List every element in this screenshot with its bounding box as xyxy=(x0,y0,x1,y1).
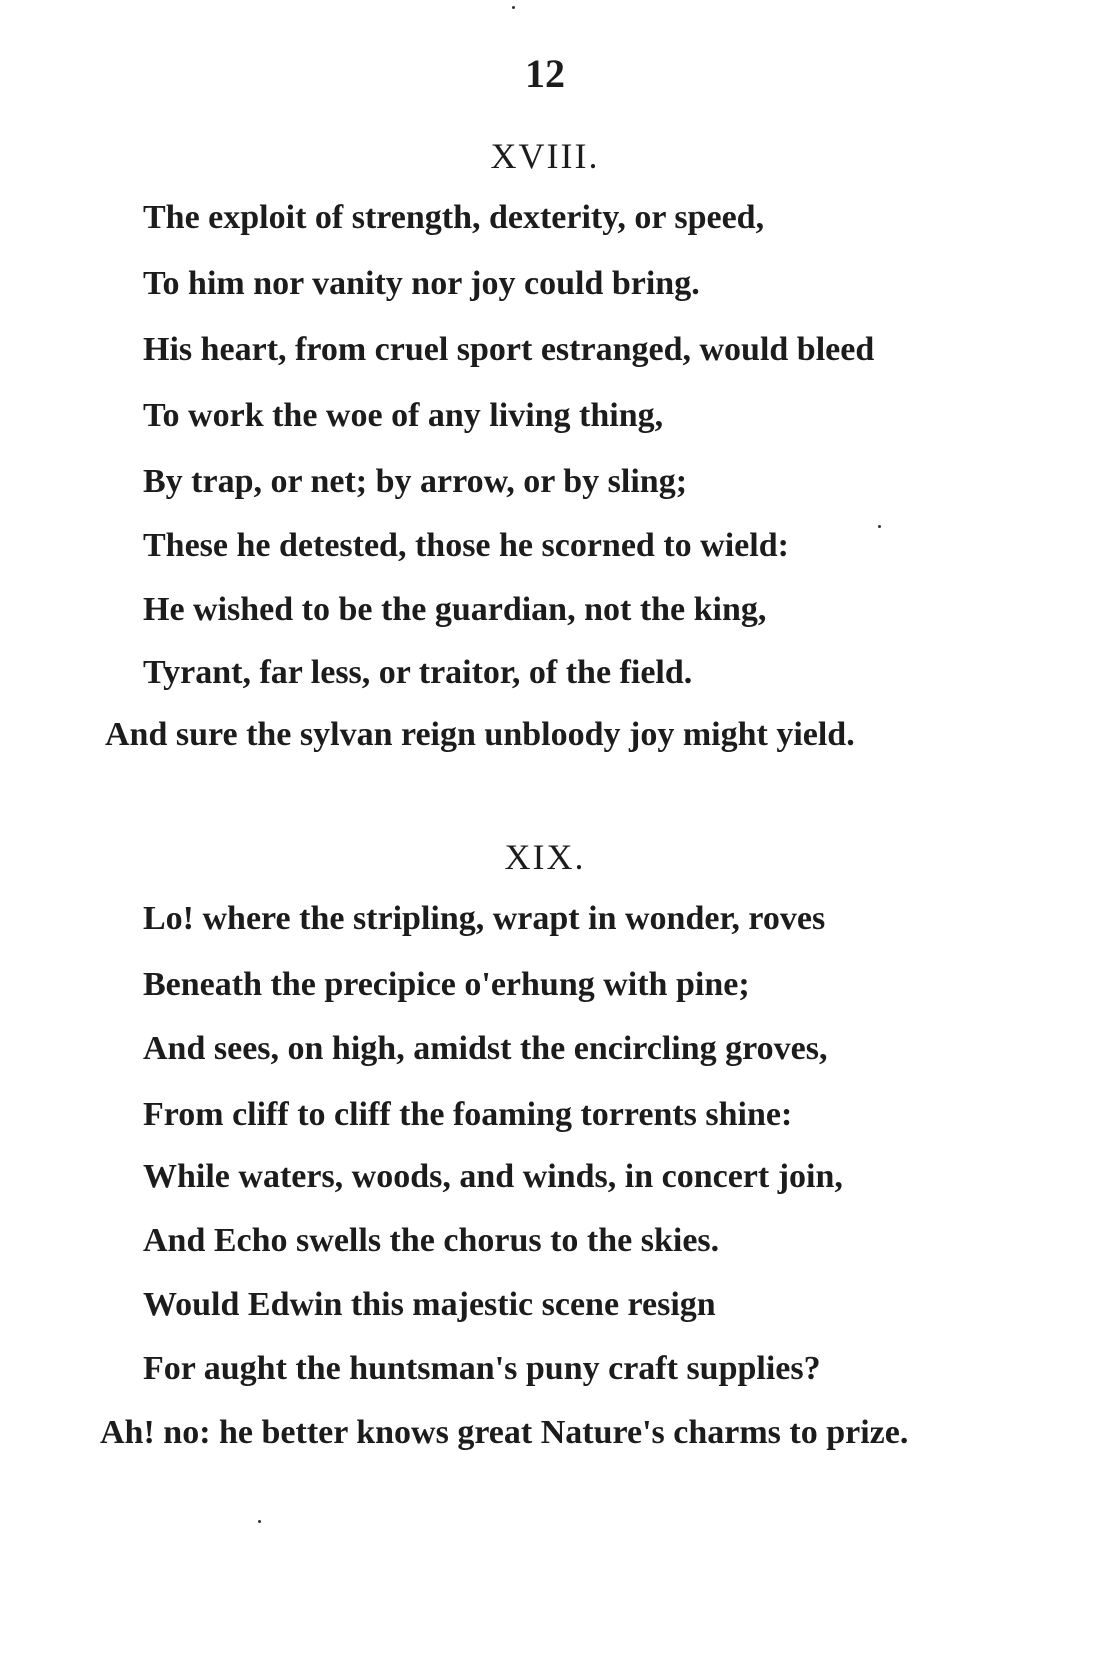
verse-line: From cliff to cliff the foaming torrents shine: xyxy=(143,1096,793,1133)
verse-line: His heart, from cruel sport estranged, would bleed xyxy=(143,331,875,368)
page-number: 12 xyxy=(525,51,565,96)
verse-line: By trap, or net; by arrow, or by sling; xyxy=(143,463,688,500)
verse-line: These he detested, those he scorned to wield: xyxy=(143,527,789,564)
verse-line: To work the woe of any living thing, xyxy=(143,397,664,434)
verse-line: Lo! where the stripling, wrapt in wonder, roves xyxy=(143,900,826,937)
stanza-heading-xviii: XVIII. xyxy=(490,136,600,176)
verse-line: Would Edwin this majestic scene resign xyxy=(143,1286,716,1323)
verse-line: And sees, on high, amidst the encircling groves, xyxy=(143,1030,828,1067)
print-speck xyxy=(258,1520,261,1523)
verse-line: For aught the huntsman's puny craft supplies? xyxy=(143,1350,821,1387)
verse-line: To him nor vanity nor joy could bring. xyxy=(143,265,700,302)
print-speck xyxy=(878,525,881,528)
print-speck xyxy=(512,6,515,9)
verse-line: Tyrant, far less, or traitor, of the field. xyxy=(143,654,693,691)
verse-line: And Echo swells the chorus to the skies. xyxy=(143,1222,720,1259)
verse-line: Beneath the precipice o'erhung with pine; xyxy=(143,966,750,1003)
verse-line-alexandrine: Ah! no: he better knows great Nature's charms to prize. xyxy=(100,1414,909,1451)
verse-line: While waters, woods, and winds, in concert join, xyxy=(143,1158,843,1195)
verse-line: The exploit of strength, dexterity, or speed, xyxy=(143,199,765,236)
stanza-heading-xix: XIX. xyxy=(504,837,586,877)
verse-line-alexandrine: And sure the sylvan reign unbloody joy might yield. xyxy=(105,716,855,753)
verse-line: He wished to be the guardian, not the king, xyxy=(143,591,767,628)
